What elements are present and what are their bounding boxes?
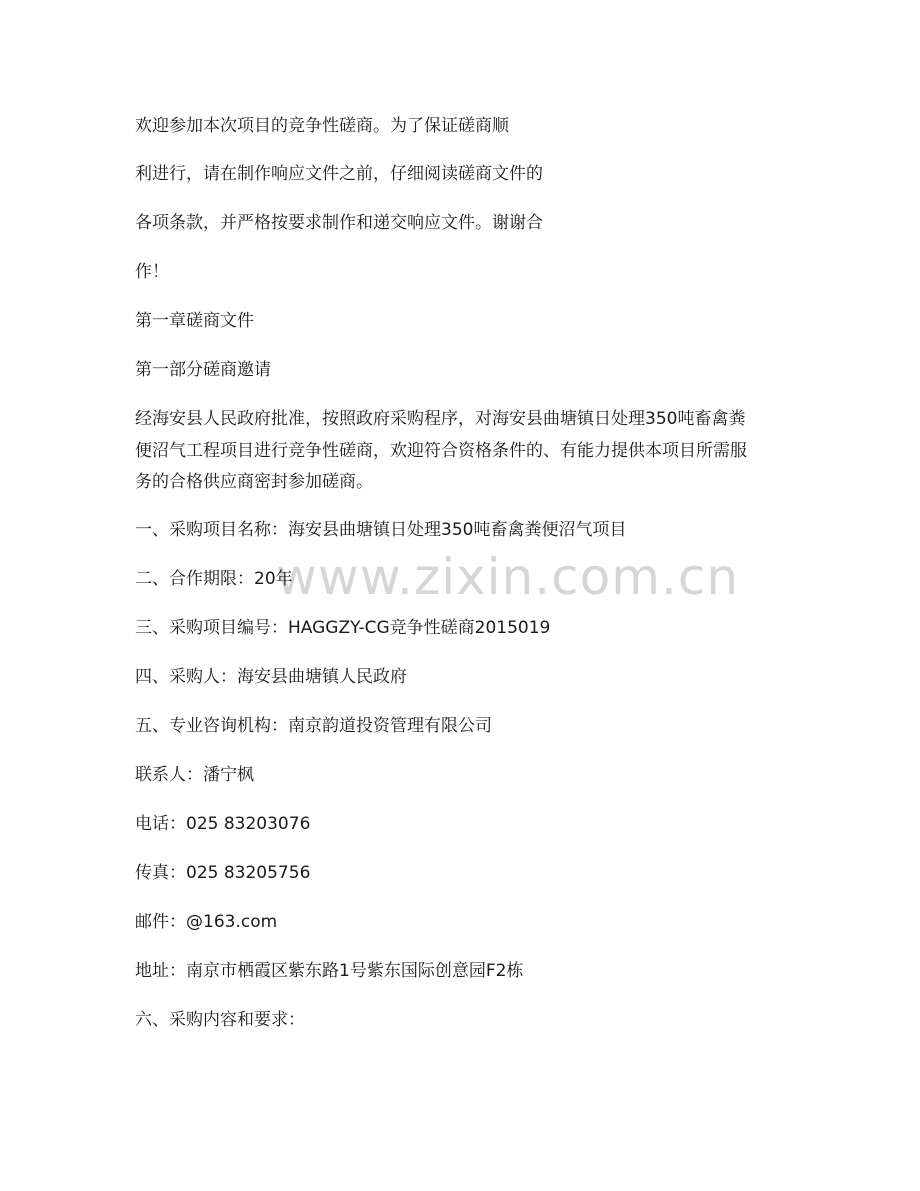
item-project-name: 一、采购项目名称：海安县曲塘镇日处理350吨畜禽粪便沼气项目 xyxy=(135,520,627,540)
item-project-no: 三、采购项目编号：HAGGZY-CG竞争性磋商2015019 xyxy=(135,618,551,638)
part-title: 第一部分磋商邀请 xyxy=(135,360,271,380)
intro-line-3: 各项条款，并严格按要求制作和递交响应文件。谢谢合 xyxy=(135,213,543,233)
contact-address: 地址：南京市栖霞区紫东路1号紫东国际创意园F2栋 xyxy=(135,961,524,981)
intro-line-2: 利进行，请在制作响应文件之前，仔细阅读磋商文件的 xyxy=(135,164,543,184)
invitation-line-2: 便沼气工程项目进行竞争性磋商，欢迎符合资格条件的、有能力提供本项目所需服 xyxy=(135,441,747,461)
watermark-text: www.zixin.com.cn xyxy=(275,548,740,606)
item-agency: 五、专业咨询机构：南京韵道投资管理有限公司 xyxy=(135,716,492,736)
contact-fax: 传真：025 83205756 xyxy=(135,863,311,883)
contact-phone: 电话：025 83203076 xyxy=(135,814,311,834)
contact-email: 邮件：@163.com xyxy=(135,912,278,932)
contact-person: 联系人：潘宁枫 xyxy=(135,765,254,785)
invitation-line-1: 经海安县人民政府批准，按照政府采购程序，对海安县曲塘镇日处理350吨畜禽粪 xyxy=(135,409,746,429)
intro-line-1: 欢迎参加本次项目的竞争性磋商。为了保证磋商顺 xyxy=(135,116,509,136)
item-term: 二、合作期限：20年 xyxy=(135,569,293,589)
invitation-line-3: 务的合格供应商密封参加磋商。 xyxy=(135,472,373,492)
chapter-title: 第一章磋商文件 xyxy=(135,311,254,331)
section-six-title: 六、采购内容和要求： xyxy=(135,1010,305,1030)
item-purchaser: 四、采购人：海安县曲塘镇人民政府 xyxy=(135,667,407,687)
intro-line-4: 作！ xyxy=(135,262,169,282)
